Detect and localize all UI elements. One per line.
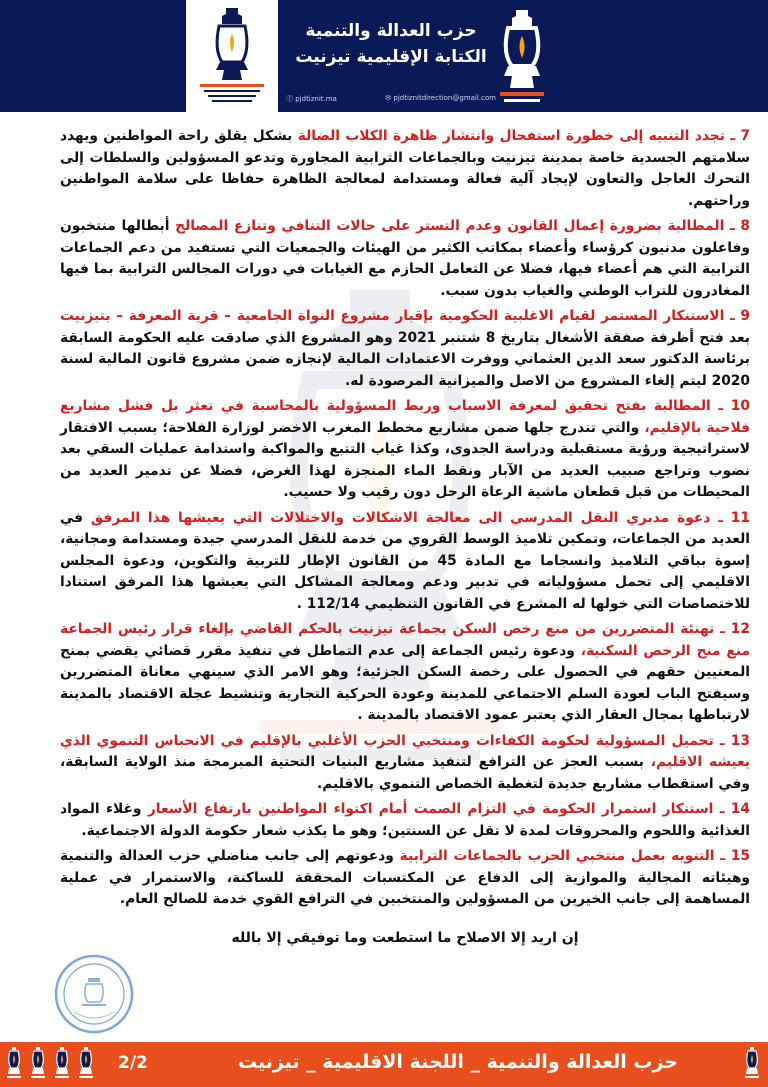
item-number: 9 (740, 308, 750, 324)
item-number: 15 (730, 848, 751, 864)
item-heading: المطالبة بفتح تحقيق لمعرفة الاسباب وربط المسؤولية بالمحاسبة في تعثر بل فشل مشاريع فلاحية بالإقليم، (60, 398, 750, 436)
list-item: 9 ـ الاستنكار المستمر لقيام الاغلبية الحكومية بإقبار مشروع النواة الجامعية – قرية المعرفة – بتيزنيت بعد فتح أظرفة صفقة الأشغال بتاريخ 8 شتنبر 2021 وهو المشروع الذي صادقت عليه الحكومة السابقة برئاسة الدكتور سعد الدين العثماني ووفرت الاعتمادات المالية لإنجازه ضمن مشروع قانون المالية لسنة 2020 ليتم إلغاء المشروع من الاصل والميزانية المرصودة له. (60, 308, 750, 389)
item-text: أبطالها منتخبون وفاعلون مدنيون كرؤساء وأعضاء بمكاتب الكثير من الهيئات والجمعيات التي تستفيد من دعم الجماعات الترابية التي هم أعضاء فيها، فضلا عن التعامل الحازم مع الغيابات في دورات المجالس الترابية بما فيها المغادرون للتراب الوطني والغياب بدون سبب. (60, 218, 750, 299)
list-item: 10 ـ المطالبة بفتح تحقيق لمعرفة الاسباب وربط المسؤولية بالمحاسبة في تعثر بل فشل مشاريع فلاحية بالإقليم، والتي تندرج جلها ضمن مشاريع مخطط المغرب الاخضر لوزارة الفلاحة؛ بسبب الافتقار لاستراتيجية ورؤية مستقبلية ودراسة الجدوى، وكذا غياب التتبع والمواكبة واستدامة عمليات السقي بعد نضوب وتراجع صبيب العديد من الآبار ونقط الماء المنجزة لهذا الغرض، فضلا عن تدمير العديد من المحيطات من قبل قطعان ماشية الرعاة الرحل دون رقيب ولا حسيب. (60, 398, 750, 500)
item-text: ودعوتهم إلى جانب مناضلي حزب العدالة والتنمية وهيئاته المجالية والموازية إلى الدفاع عن المكتسبات المحققة للساكنة، والاستمرار في عملية المساهمة إلى جانب الخيرين من المسؤولين والمنتخبين في الترافع القوي خدمة للصالح العام. (60, 848, 750, 907)
item-heading: تهنئة المتضررين من منع رخص السكن بجماعة تيزنيت بالحكم القاضي بإلغاء قرار رئيس الجماعة منع منح الرخص السكنية، (60, 621, 750, 659)
item-number: 12 (730, 621, 750, 637)
email-address: ✉ pjdtiznitdirection@gmail.com (385, 94, 496, 102)
party-logo-card (186, 0, 278, 112)
email-icon: ✉ (385, 94, 394, 102)
header-titles (286, 18, 496, 70)
item-text: في العديد من الجماعات، وتمكين تلاميذ الوسط القروي من خدمة للنقل المدرسي جيدة ومستدامة ومجانية، إسوة بباقي التلاميذ وانسجاما مع المادة 45 من القانون الإطار للتربية والتكوين، ودعوة المجلس الاقليمي إلى تحمل مسؤولياته في تدبير ودعم ومعالجة المشاكل التي يعيشها هذا المرفق استنادا للاختصاصات التي خولها له المشرع في القانون التنظيمي 112/14 . (60, 509, 750, 612)
lamp-emblem-icon (496, 6, 548, 106)
item-text: بسبب العجز عن الترافع لتنفيذ مشاريع البنيات التحتية المبرمجة منذ الولاية السابقة، وفي استقطاب مشاريع جديدة لتغطية الخصاص التنموي بالاقليم. (60, 754, 750, 792)
lamp-icon (744, 1046, 760, 1082)
statement-body (60, 126, 750, 915)
item-heading: تحميل المسؤولية لحكومة الكفاءات ومنتخبي الحزب الأغلبي بالإقليم في الانحباس التنموي الذي يعيشه الاقليم، (60, 732, 750, 770)
item-heading: التنويه بعمل منتخبي الحزب بالجماعات الترابية (399, 848, 715, 864)
list-item: 13 ـ تحميل المسؤولية لحكومة الكفاءات ومنتخبي الحزب الأغلبي بالإقليم في الانحباس التنموي الذي يعيشه الاقليم، بسبب العجز عن الترافع لتنفيذ مشاريع البنيات التحتية المبرمجة منذ الولاية السابقة، وفي استقطاب مشاريع جديدة لتغطية الخصاص التنموي بالاقليم. (60, 732, 750, 792)
lamp-icon (30, 1046, 46, 1082)
list-item: 7 ـ تجدد التنبيه إلى خطورة استفحال وانتشار ظاهرة الكلاب الضالة بشكل يقلق راحة المواطنين ويهدد سلامتهم الجسدية خاصة بمدينة تيزنيت وبالجماعات الترابية المجاورة وتدعو المسؤولين والسلطات إلى التحرك العاجل والتعاون لإيجاد آلية فعالة ومستدامة لمعالجة الظاهرة حفاظا على سلامة المواطنين وراحتهم. (60, 128, 751, 209)
item-text: بعد فتح أظرفة صفقة الأشغال بتاريخ 8 شتنبر 2021 وهو المشروع الذي صادقت عليه الحكومة السابقة برئاسة الدكتور سعد الدين العثماني ووفرت الاعتمادات المالية لإنجازه ضمن مشروع قانون المالية لسنة 2020 ليتم إلغاء المشروع من الاصل والميزانية المرصودة له. (60, 329, 750, 389)
item-text: والتي تندرج جلها ضمن مشاريع مخطط المغرب الاخضر لوزارة الفلاحة؛ بسبب الافتقار لاستراتيجية ورؤية مستقبلية ودراسة الجدوى، وكذا غياب التتبع والمواكبة واستدامة عمليات السقي بعد نضوب وتراجع صبيب العديد من الآبار ونقط الماء المنجزة لهذا الغرض، فضلا عن تدمير العديد من المحيطات من قبل قطعان ماشية الرعاة الرحل دون رقيب ولا حسيب. (60, 419, 750, 500)
closing-line: إن اريد إلا الاصلاح ما استطعت وما توفيقي إلا بالله (231, 930, 579, 946)
list-item: 15 ـ التنويه بعمل منتخبي الحزب بالجماعات الترابية ودعوتهم إلى جانب مناضلي حزب العدالة والتنمية وهيئاته المجالية والموازية إلى الدفاع عن المكتسبات المحققة للساكنة، والاستمرار في عملية المساهمة إلى جانب الخيرين من المسؤولين والمنتخبين في الترافع القوي خدمة للصالح العام. (60, 848, 751, 907)
footer-bar (0, 1042, 768, 1087)
item-heading: الاستنكار المستمر لقيام الاغلبية الحكومية بإقبار مشروع النواة الجامعية – قرية المعرفة – بتيزنيت (60, 308, 725, 324)
item-number: 10 (730, 398, 750, 414)
item-text: ودعوة رئيس الجماعة إلى عدم التماطل في تنفيذ مقرر قضائي يقضي بمنح المعنيين حقهم في الحصول على رخصة السكن الجزئية؛ وهو الامر الذي سينهي معاناة المتضررين وسيفتح الباب لعودة السلم الاجتماعي للمدينة وعودة الحركية التجارية وتنشيط عجلة الاقتصاد بالمدينة لارتباطها بمجال العقار الذي يعتبر عمود الاقتصاد بالمدينة . (60, 642, 750, 723)
list-item: 14 ـ استنكار استمرار الحكومة في التزام الصمت أمام اكتواء المواطنين بارتفاع الأسعار وغلاء المواد الغذائية واللحوم والمحروقات لمدة لا تقل عن السنتين؛ وهو ما يكذب شعار حكومة الدولة الاجتماعية. (60, 801, 750, 839)
facebook-icon: ⓕ (286, 95, 296, 103)
lamp-logo-icon (186, 0, 278, 112)
lamp-icon (6, 1046, 22, 1082)
item-text: بشكل يقلق راحة المواطنين ويهدد سلامتهم الجسدية خاصة بمدينة تيزنيت وبالجماعات الترابية المجاورة وتدعو المسؤولين والسلطات إلى التحرك العاجل والتعاون لإيجاد آلية فعالة ومستدامة لمعالجة الظاهرة حفاظا على سلامة المواطنين وراحتهم. (60, 128, 750, 209)
item-number: 7 (740, 128, 751, 144)
item-number: 14 (730, 801, 750, 817)
footer-title: حزب العدالة والتنمية _ اللجنة الاقليمية _ تيزنيت (237, 1051, 678, 1073)
party-name: حزب العدالة والتنمية (305, 21, 477, 41)
item-heading: تجدد التنبيه إلى خطورة استفحال وانتشار ظاهرة الكلاب الضالة (297, 128, 725, 144)
page-number: 2/2 (118, 1053, 148, 1073)
item-number: 13 (730, 732, 750, 749)
item-number: 8 (740, 218, 750, 234)
item-number: 11 (730, 509, 750, 526)
list-item: 11 ـ دعوة مدبري النقل المدرسي الى معالجة الاشكالات والاختلالات التي يعيشها هذا المرفق في العديد من الجماعات، وتمكين تلاميذ الوسط القروي من خدمة للنقل المدرسي جيدة ومستدامة ومجانية، إسوة بباقي التلاميذ وانسجاما مع المادة 45 من القانون الإطار للتربية والتكوين، ودعوة المجلس الاقليمي إلى تحمل مسؤولياته في تدبير ودعم ومعالجة المشاكل التي يعيشها هذا المرفق استنادا للاختصاصات التي خولها له المشرع في القانون التنظيمي 112/14 . (60, 509, 750, 612)
item-heading: المطالبة بضرورة إعمال القانون وعدم التستر على حالات التنافي وتنازع المصالح (175, 218, 725, 234)
facebook-handle: ⓕ pjdtiznit.ma (286, 95, 337, 103)
item-heading: استنكار استمرار الحكومة في التزام الصمت أمام اكتواء المواطنين بارتفاع الأسعار (147, 801, 714, 817)
regional-office-name: الكتابة الإقليمية تيزنيت (295, 47, 487, 67)
official-stamp (52, 952, 136, 1036)
lamp-icon (54, 1046, 70, 1082)
item-heading: دعوة مدبري النقل المدرسي الى معالجة الاشكالات والاختلالات التي يعيشها هذا المرفق (90, 509, 711, 526)
letterhead-banner (0, 0, 768, 112)
list-item: 8 ـ المطالبة بضرورة إعمال القانون وعدم التستر على حالات التنافي وتنازع المصالح أبطالها منتخبون وفاعلون مدنيون كرؤساء وأعضاء بمكاتب الكثير من الهيئات والجمعيات التي تستفيد من دعم الجماعات الترابية التي هم أعضاء فيها، فضلا عن التعامل الحازم مع الغيابات في دورات المجالس الترابية بما فيها المغادرون للتراب الوطني والغياب بدون سبب. (60, 218, 750, 299)
item-text: وغلاء المواد الغذائية واللحوم والمحروقات لمدة لا تقل عن السنتين؛ وهو ما يكذب شعار حكومة الدولة الاجتماعية. (60, 801, 750, 839)
lamp-icon (78, 1046, 94, 1082)
list-item: 12 ـ تهنئة المتضررين من منع رخص السكن بجماعة تيزنيت بالحكم القاضي بإلغاء قرار رئيس الجماعة منع منح الرخص السكنية، ودعوة رئيس الجماعة إلى عدم التماطل في تنفيذ مقرر قضائي يقضي بمنح المعنيين حقهم في الحصول على رخصة السكن الجزئية؛ وهو الامر الذي سينهي معاناة المتضررين وسيفتح الباب لعودة السلم الاجتماعي للمدينة وعودة الحركية التجارية وتنشيط عجلة الاقتصاد بالمدينة لارتباطها بمجال العقار الذي يعتبر عمود الاقتصاد بالمدينة . (60, 621, 750, 723)
contact-line (286, 94, 496, 104)
